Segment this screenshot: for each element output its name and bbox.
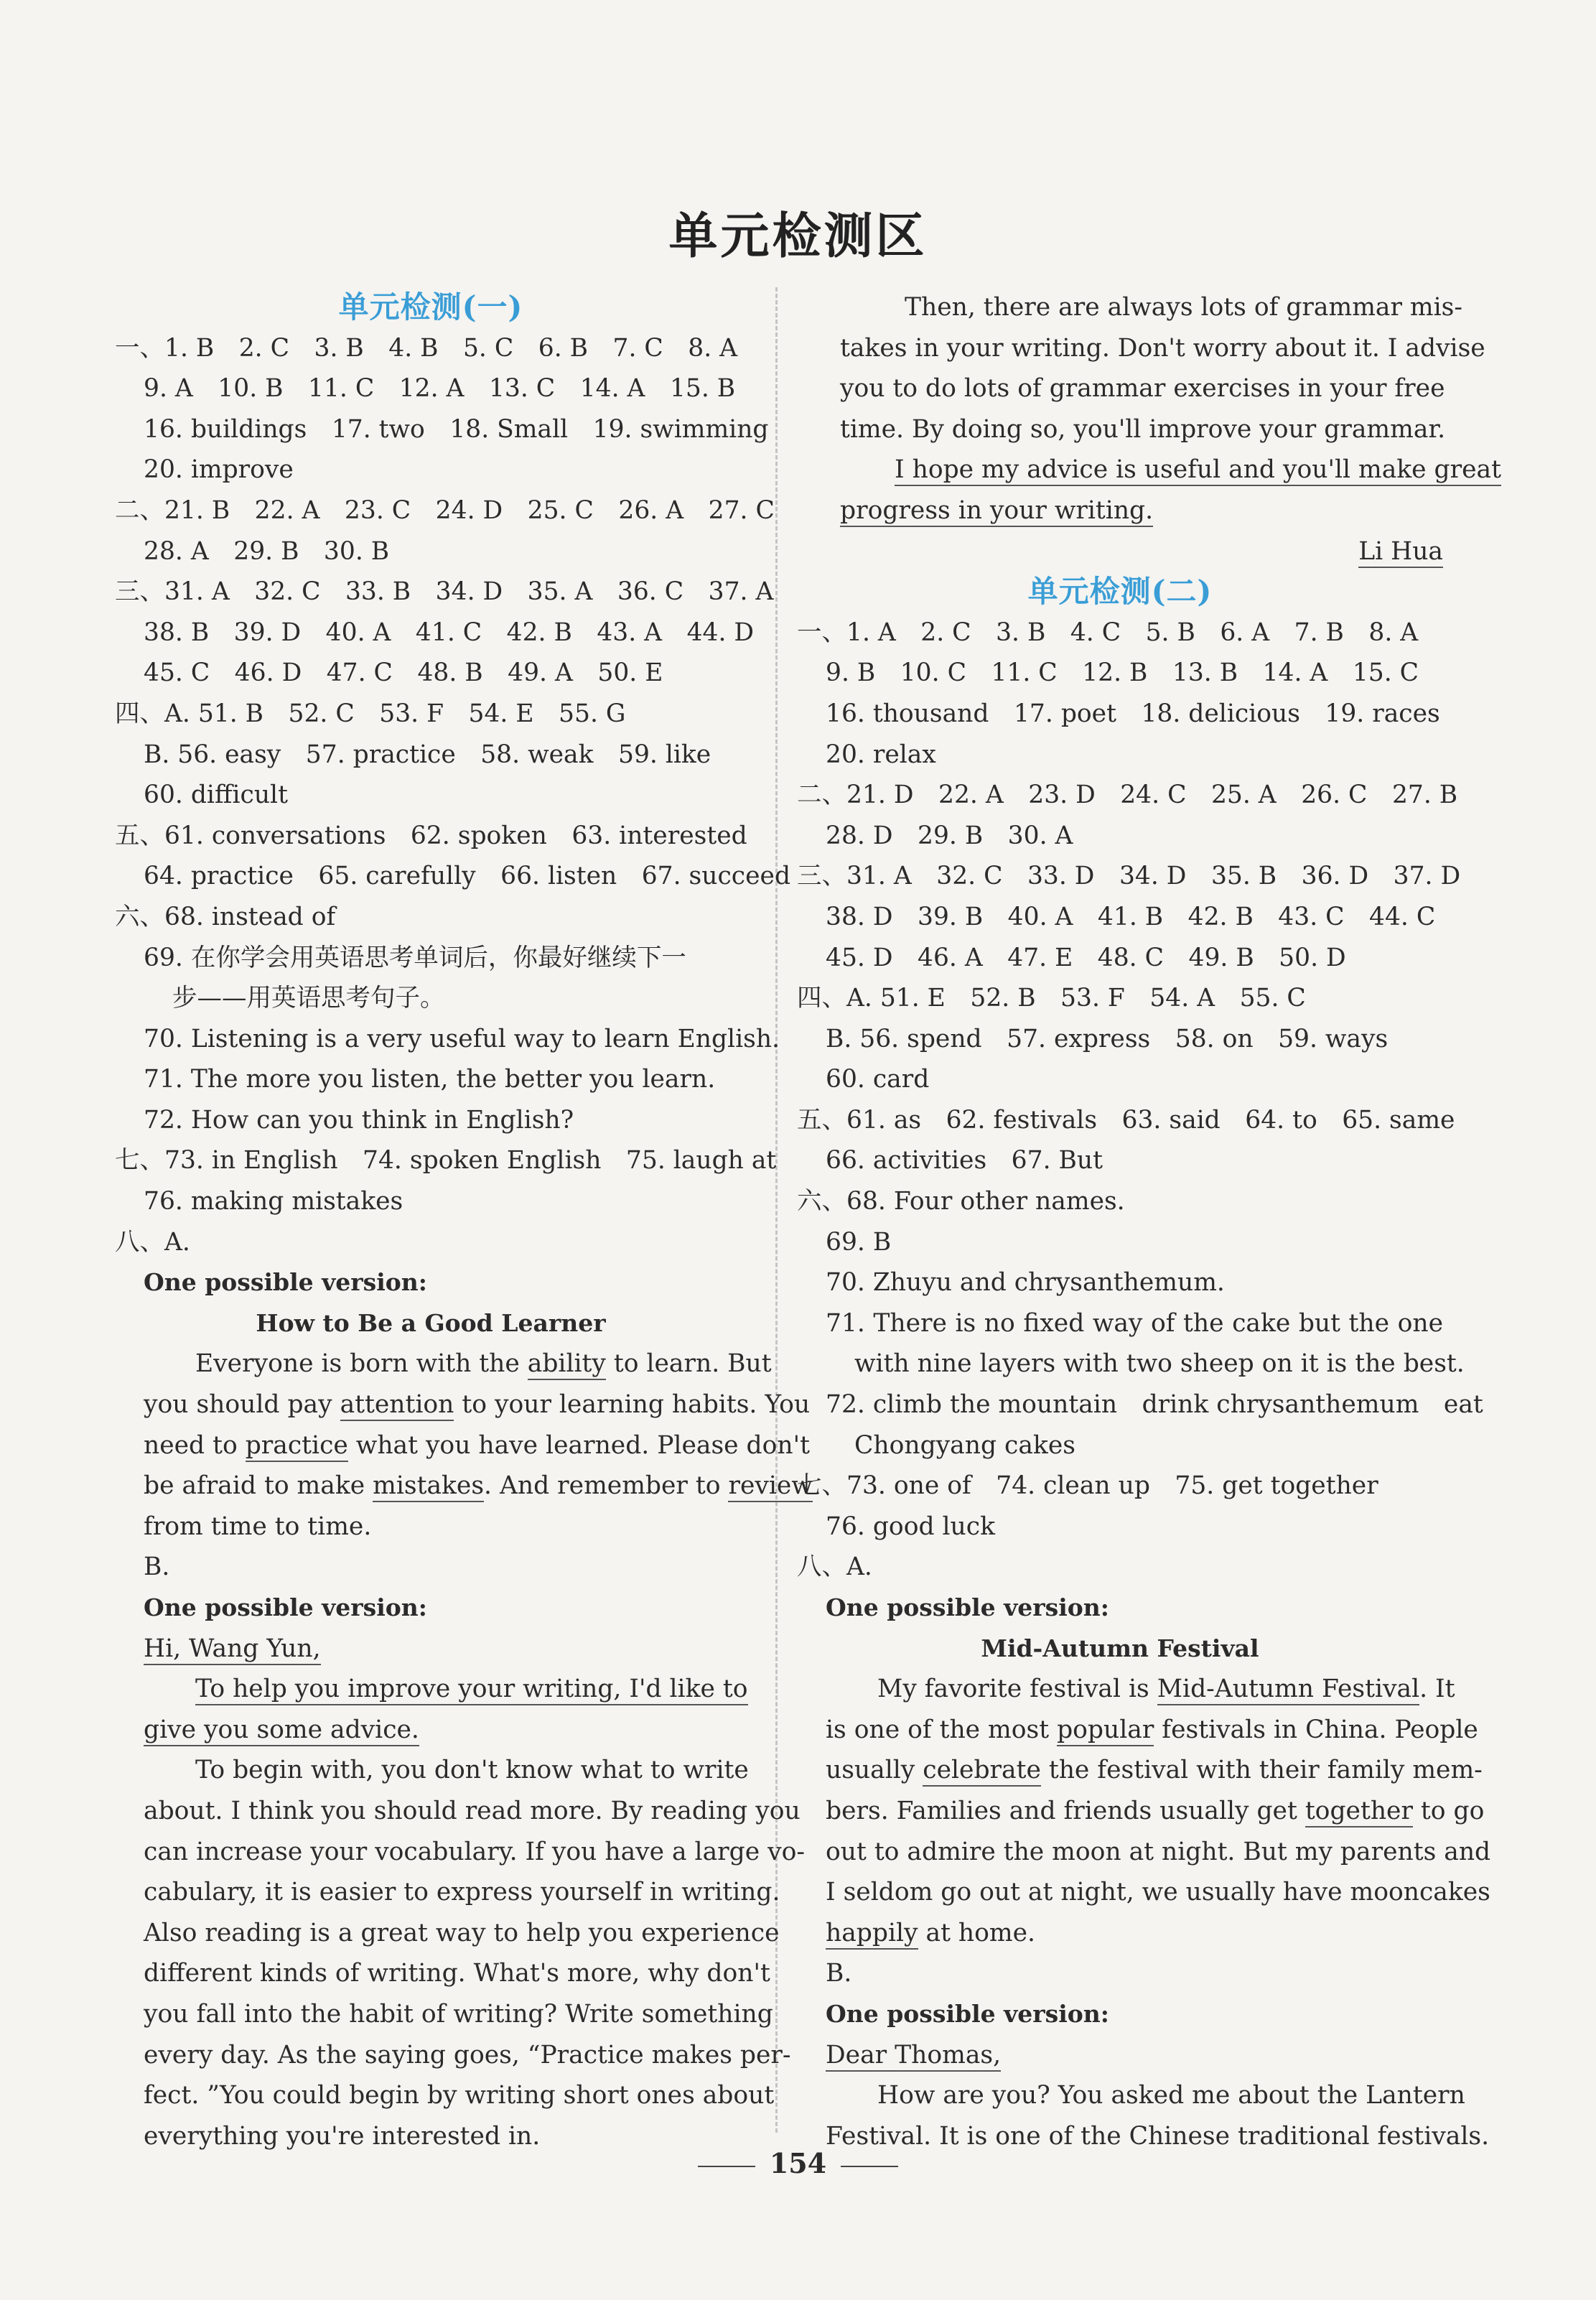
letter-line: To help you improve your writing, I'd like to	[115, 1669, 747, 1710]
answer-line: 64. practice 65. carefully 66. listen 67. succeed	[144, 862, 791, 891]
version-label: One possible version:	[826, 1999, 1109, 2028]
letter-signature: Li Hua	[797, 531, 1443, 572]
answer-line: with nine layers with two sheep on it is the best.	[854, 1349, 1465, 1379]
answer-line: 76. good luck	[826, 1512, 995, 1541]
answer-line: 16. thousand 17. poet 18. delicious 19. races	[826, 699, 1440, 728]
answer-line: 七、73. in English 74. spoken English 75. laugh at	[115, 1146, 777, 1175]
answer-line: 一、1. B 2. C 3. B 4. B 5. C 6. B 7. C 8. A	[115, 333, 738, 363]
dash-left	[698, 2166, 755, 2167]
answer-line: B. 56. easy 57. practice 58. weak 59. like	[144, 740, 711, 769]
answer-line: 一、1. A 2. C 3. B 4. C 5. B 6. A 7. B 8. A	[797, 618, 1419, 647]
letter-line: I hope my advice is useful and you'll make great	[797, 450, 1443, 490]
essay-line: be afraid to make mistakes. And remember to review	[115, 1466, 747, 1507]
answer-line: 60. card	[826, 1065, 930, 1094]
answer-line: 76. making mistakes	[144, 1187, 403, 1216]
essay-line: happily at home.	[797, 1913, 1443, 1954]
letter-line: Festival. It is one of the Chinese traditional festivals.	[826, 2121, 1490, 2151]
answer-line: 16. buildings 17. two 18. Small 19. swimming	[144, 414, 769, 444]
letter-line: cabulary, it is easier to express yourself in writing.	[144, 1878, 780, 1907]
essay-line: Everyone is born with the ability to learn. But	[115, 1344, 747, 1384]
essay-line: need to practice what you have learned. Please don't	[115, 1425, 747, 1466]
version-label: One possible version:	[144, 1268, 427, 1297]
answer-line: 二、21. B 22. A 23. C 24. D 25. C 26. A 27. C	[115, 495, 775, 525]
letter-line: progress in your writing.	[797, 490, 1443, 531]
letter-line: about. I think you should read more. By reading you	[144, 1796, 801, 1825]
answer-line: 20. relax	[826, 740, 936, 769]
answer-line: 72. climb the mountain drink chrysanthemum eat	[826, 1390, 1483, 1420]
letter-line: give you some advice.	[115, 1710, 747, 1751]
answer-line: 二、21. D 22. A 23. D 24. C 25. A 26. C 27. B	[797, 781, 1458, 810]
answer-line: 45. C 46. D 47. C 48. B 49. A 50. E	[144, 658, 663, 688]
answer-line: 70. Zhuyu and chrysanthemum.	[826, 1268, 1225, 1298]
letter-greeting: Hi, Wang Yun,	[115, 1629, 747, 1670]
answer-line: 66. activities 67. But	[826, 1146, 1103, 1175]
essay-line: I seldom go out at night, we usually have mooncakes	[826, 1878, 1490, 1907]
letter-line: every day. As the saying goes, “Practice makes per-	[144, 2040, 791, 2069]
left-column	[115, 287, 813, 2156]
version-label: One possible version:	[144, 1593, 427, 1621]
essay-line: from time to time.	[144, 1512, 372, 1541]
page-number	[0, 2147, 1596, 2179]
answer-line: 六、68. Four other names.	[797, 1187, 1125, 1216]
answer-line: 69. 在你学会用英语思考单词后，你最好继续下一	[144, 943, 686, 972]
letter-line: everything you're interested in.	[144, 2121, 541, 2151]
answer-line: 45. D 46. A 47. E 48. C 49. B 50. D	[826, 943, 1346, 972]
answer-line: 69. B	[826, 1227, 892, 1257]
answer-line: 70. Listening is a very useful way to learn English.	[144, 1024, 780, 1053]
essay-line: usually celebrate the festival with their family mem-	[797, 1750, 1443, 1791]
answer-line: 72. How can you think in English?	[144, 1105, 574, 1135]
answer-line: 步——用英语思考句子。	[172, 984, 445, 1013]
unit1-title: 单元检测(一)	[338, 289, 523, 325]
answer-line: 9. A 10. B 11. C 12. A 13. C 14. A 15. B	[144, 374, 736, 404]
letter-line: To begin with, you don't know what to write	[195, 1756, 749, 1785]
essay-line: is one of the most popular festivals in China. People	[797, 1710, 1443, 1751]
answer-line: 28. A 29. B 30. B	[144, 536, 390, 566]
part-label: B.	[826, 1959, 852, 1988]
answer-line: 八、A.	[797, 1552, 872, 1582]
answer-line: B. 56. spend 57. express 58. on 59. ways	[826, 1024, 1389, 1053]
answer-line: 9. B 10. C 11. C 12. B 13. B 14. A 15. C	[826, 658, 1419, 688]
answer-line: 60. difficult	[144, 781, 288, 810]
answer-line: 28. D 29. B 30. A	[826, 821, 1073, 850]
unit2-title: 单元检测(二)	[1027, 574, 1213, 610]
answer-line: 四、A. 51. E 52. B 53. F 54. A 55. C	[797, 984, 1306, 1013]
essay-title: How to Be a Good Learner	[256, 1308, 606, 1337]
right-column	[797, 287, 1501, 2156]
answer-line: 38. D 39. B 40. A 41. B 42. B 43. C 44. C	[826, 902, 1436, 931]
letter-greeting: Dear Thomas,	[797, 2035, 1443, 2076]
letter-line: different kinds of writing. What's more, why don't	[144, 1959, 770, 1988]
version-label: One possible version:	[826, 1593, 1109, 1621]
page-number-text: 154	[769, 2147, 827, 2179]
answer-line: Chongyang cakes	[854, 1430, 1075, 1460]
letter-line: Also reading is a great way to help you experience	[144, 1918, 780, 1947]
answer-line: 71. The more you listen, the better you learn.	[144, 1065, 716, 1094]
letter-line: you fall into the habit of writing? Write something	[144, 1999, 773, 2029]
letter-line: time. By doing so, you'll improve your grammar.	[840, 414, 1446, 444]
answer-line: 五、61. conversations 62. spoken 63. interested	[115, 821, 747, 850]
answer-line: 四、A. 51. B 52. C 53. F 54. E 55. G	[115, 699, 626, 728]
answer-line: 八、A.	[115, 1227, 190, 1257]
letter-line: can increase your vocabulary. If you have a large vo-	[144, 1837, 806, 1866]
essay-line: My favorite festival is Mid-Autumn Festival. It	[797, 1669, 1443, 1710]
answer-line: 三、31. A 32. C 33. D 34. D 35. B 36. D 37. D	[797, 862, 1461, 891]
letter-line: takes in your writing. Don't worry about it. I advise	[840, 333, 1485, 363]
answer-line: 七、73. one of 74. clean up 75. get together	[797, 1471, 1378, 1501]
essay-line: out to admire the moon at night. But my parents and	[826, 1837, 1491, 1866]
essay-title: Mid-Autumn Festival	[981, 1634, 1259, 1662]
answer-line: 六、68. instead of	[115, 902, 336, 931]
answer-line: 20. improve	[144, 455, 294, 485]
answer-line: 71. There is no fixed way of the cake but the one	[826, 1308, 1443, 1338]
letter-line: How are you? You asked me about the Lantern	[877, 2081, 1465, 2110]
dash-right	[841, 2166, 898, 2167]
answer-line: 38. B 39. D 40. A 41. C 42. B 43. A 44. D	[144, 618, 755, 647]
letter-line: fect. ”You could begin by writing short ones about	[144, 2081, 775, 2110]
letter-line: Then, there are always lots of grammar mis-	[905, 293, 1463, 322]
essay-line: you should pay attention to your learning habits. You	[115, 1384, 747, 1425]
letter-line: you to do lots of grammar exercises in your free	[840, 374, 1445, 404]
part-label: B.	[144, 1552, 170, 1582]
answer-line: 五、61. as 62. festivals 63. said 64. to 65. same	[797, 1105, 1455, 1135]
answer-line: 三、31. A 32. C 33. B 34. D 35. A 36. C 37. A	[115, 577, 774, 607]
page-title: 单元检测区	[668, 208, 928, 265]
essay-line: bers. Families and friends usually get together to go	[797, 1791, 1443, 1832]
